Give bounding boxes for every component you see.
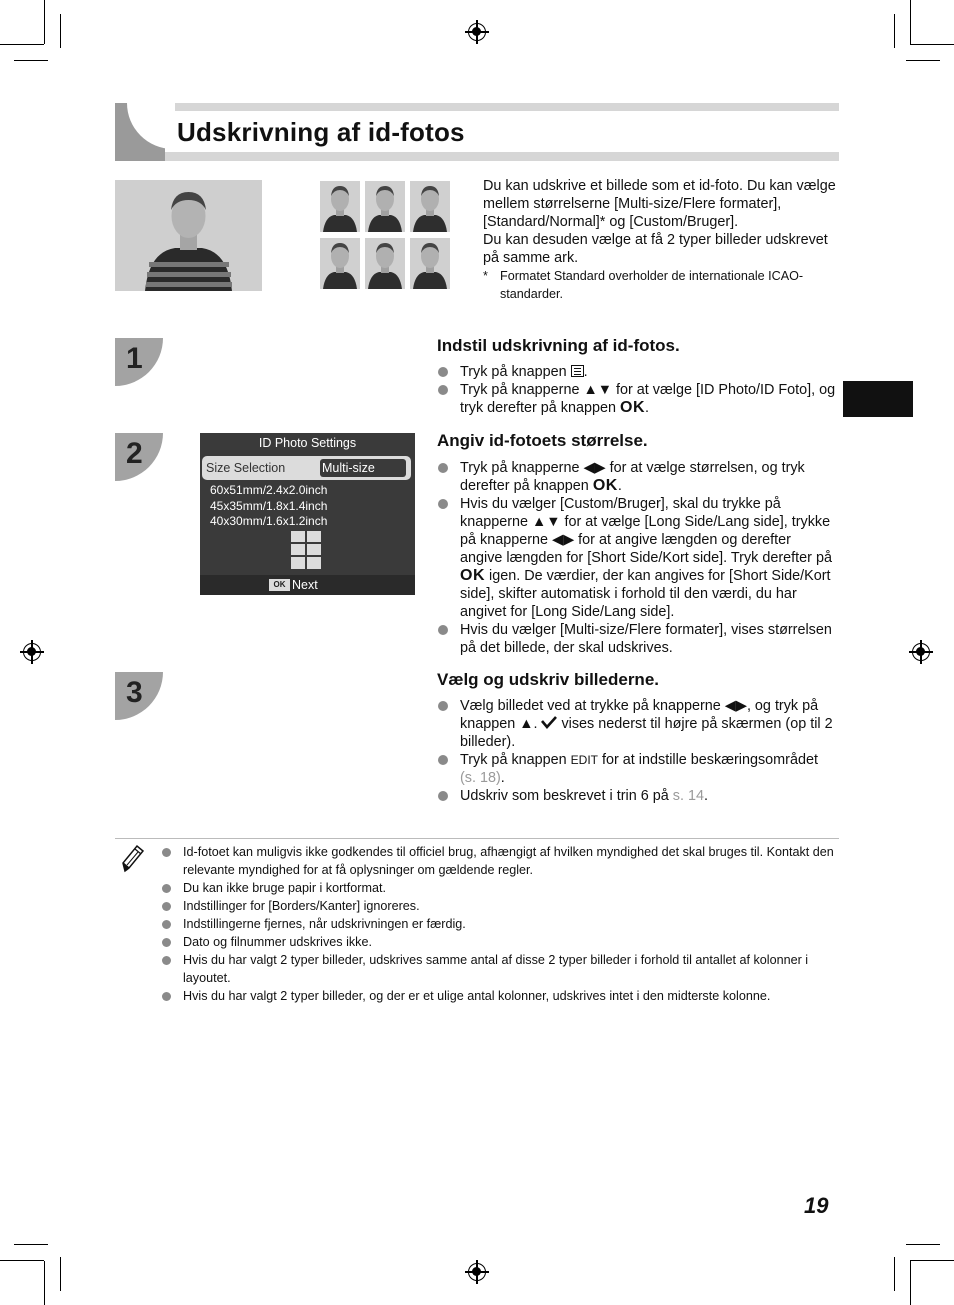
- size-option: 45x35mm/1.8x1.4inch: [210, 498, 328, 513]
- intro-text: [483, 177, 843, 267]
- crop-mark: [14, 60, 48, 61]
- page-title: Udskrivning af id-fotos: [177, 117, 465, 147]
- crop-mark: [44, 0, 45, 44]
- list-item: Tryk på knappen EDIT for at indstille beskæringsområdet (s. 18).: [437, 751, 837, 787]
- size-selection-row[interactable]: [202, 456, 411, 480]
- crop-mark: [14, 1244, 48, 1245]
- step-heading: Indstil udskrivning af id-fotos.: [437, 336, 680, 355]
- note-item: Hvis du har valgt 2 typer billeder, og der er et ulige antal kolonner, udskrives intet i den midterste kolonne.: [160, 987, 835, 1005]
- notes-divider: [115, 838, 839, 839]
- footnote-text: Formatet Standard overholder de internationale ICAO-standarder.: [500, 269, 804, 301]
- note-item: Indstillinger for [Borders/Kanter] ignoreres.: [160, 897, 835, 915]
- up-down-arrows-icon: ▲▼: [583, 382, 612, 398]
- crop-mark: [0, 1260, 44, 1261]
- list-item: Hvis du vælger [Custom/Bruger], skal du trykke på knapperne ▲▼ for at vælge [Long Side/Lang side], trykke på knapperne ◀▶ for at angive længden og derefter angive længden for [Short Side/Kort side]. Tryk derefter på OK igen. De værdier, der kan angives for [Short Side/Kort side], skifter automatisk i forhold til den værdi, du har angivet for [Long Side/Lang side].: [437, 495, 837, 621]
- note-item: Id-fotoet kan muligvis ikke godkendes til officiel brug, afhængigt af hvilken myndighed det skal bruges til. Kontakt den relevante myndighed for at få oplysninger om gældende regler.: [160, 843, 835, 879]
- left-right-arrows-icon: ◀▶: [552, 532, 575, 548]
- ok-button-icon: OK: [620, 399, 645, 416]
- lcd-screen: [200, 433, 415, 595]
- edit-button-label: EDIT: [570, 753, 599, 767]
- list-item: Udskriv som beskrevet i trin 6 på s. 14.: [437, 787, 837, 805]
- list-item: Hvis du vælger [Multi-size/Flere formater], vises størrelsen på det billede, der skal udskrives.: [437, 621, 837, 657]
- registration-mark-icon: [468, 1263, 486, 1281]
- pencil-icon: [119, 843, 145, 878]
- crop-mark: [894, 1257, 895, 1291]
- crop-mark: [894, 14, 895, 48]
- registration-mark-icon: [912, 643, 930, 661]
- step-heading: Angiv id-fotoets størrelse.: [437, 431, 648, 450]
- crop-mark: [906, 60, 940, 61]
- crop-mark: [44, 1261, 45, 1305]
- notes-list: [160, 843, 835, 1005]
- up-down-arrows-icon: ▲▼: [532, 514, 561, 530]
- next-label: Next: [292, 578, 318, 592]
- menu-icon: [571, 365, 584, 377]
- note-item: Dato og filnummer udskrives ikke.: [160, 933, 835, 951]
- note-item: Indstillingerne fjernes, når udskrivningen er færdig.: [160, 915, 835, 933]
- portrait-photo: [115, 180, 262, 291]
- page-number: 19: [804, 1193, 829, 1218]
- footnote-mark: *: [483, 269, 488, 283]
- list-item: Tryk på knapperne ◀▶ for at vælge størrelsen, og tryk derefter på knappen OK.: [437, 459, 837, 495]
- id-photo-sheet: [320, 181, 450, 289]
- step-heading: Vælg og udskriv billederne.: [437, 670, 659, 689]
- chapter-tab: [843, 381, 913, 417]
- intro-paragraph: Du kan desuden vælge at få 2 typer billeder udskrevet på samme ark.: [483, 232, 828, 266]
- title-band: [115, 103, 839, 161]
- step-number-badge: 2: [115, 433, 163, 481]
- size-options: [210, 483, 327, 530]
- size-selection-label: Size Selection: [206, 461, 286, 475]
- step-2-list: [437, 459, 837, 657]
- checkmark-icon: [541, 716, 557, 732]
- crop-mark: [60, 14, 61, 48]
- crop-mark: [910, 1260, 954, 1261]
- list-item: Tryk på knappen .: [437, 363, 837, 381]
- up-arrow-icon: ▲: [519, 716, 534, 732]
- left-right-arrows-icon: ◀▶: [583, 460, 606, 476]
- registration-mark-icon: [468, 23, 486, 41]
- note-item: Du kan ikke bruge papir i kortformat.: [160, 879, 835, 897]
- left-right-arrows-icon: ◀▶: [724, 698, 747, 714]
- ok-button-icon: OK: [592, 477, 618, 494]
- step-1-list: [437, 363, 837, 417]
- crop-mark: [906, 1244, 940, 1245]
- intro-paragraph: Du kan udskrive et billede som et id-foto. Du kan vælge mellem størrelserne [Multi-size/Flere formater], [Standard/Normal]* og [Custom/Bruger].: [483, 178, 836, 230]
- size-option: 60x51mm/2.4x2.0inch: [210, 483, 328, 497]
- size-option: 40x30mm/1.6x1.2inch: [210, 514, 328, 528]
- crop-mark: [60, 1257, 61, 1291]
- crop-mark: [910, 1261, 911, 1305]
- step-number-badge: 3: [115, 672, 163, 720]
- note-item: Hvis du har valgt 2 typer billeder, udskrives samme antal af disse 2 typer billeder i forhold til antallet af kolonner i layoutet.: [160, 951, 835, 987]
- ok-button-icon: OK: [269, 579, 290, 591]
- crop-mark: [0, 44, 44, 45]
- page-reference-link[interactable]: s. 14: [672, 788, 704, 804]
- footnote: [483, 267, 833, 303]
- layout-preview-icon: [291, 531, 321, 569]
- step-3-list: [437, 697, 837, 805]
- lcd-header: ID Photo Settings: [258, 436, 357, 450]
- page-reference-link[interactable]: (s. 18): [460, 770, 501, 786]
- size-selection-value[interactable]: Multi-size: [320, 459, 406, 477]
- crop-mark: [910, 44, 954, 45]
- crop-mark: [910, 0, 911, 44]
- registration-mark-icon: [23, 643, 41, 661]
- step-number-badge: 1: [115, 338, 163, 386]
- list-item: Tryk på knapperne ▲▼ for at vælge [ID Photo/ID Foto], og tryk derefter på knappen OK.: [437, 381, 837, 417]
- ok-button-icon: OK: [460, 567, 485, 584]
- list-item: Vælg billedet ved at trykke på knapperne ◀▶, og tryk på knappen ▲. vises nederst til højre på skærmen (op til 2 billeder).: [437, 697, 837, 751]
